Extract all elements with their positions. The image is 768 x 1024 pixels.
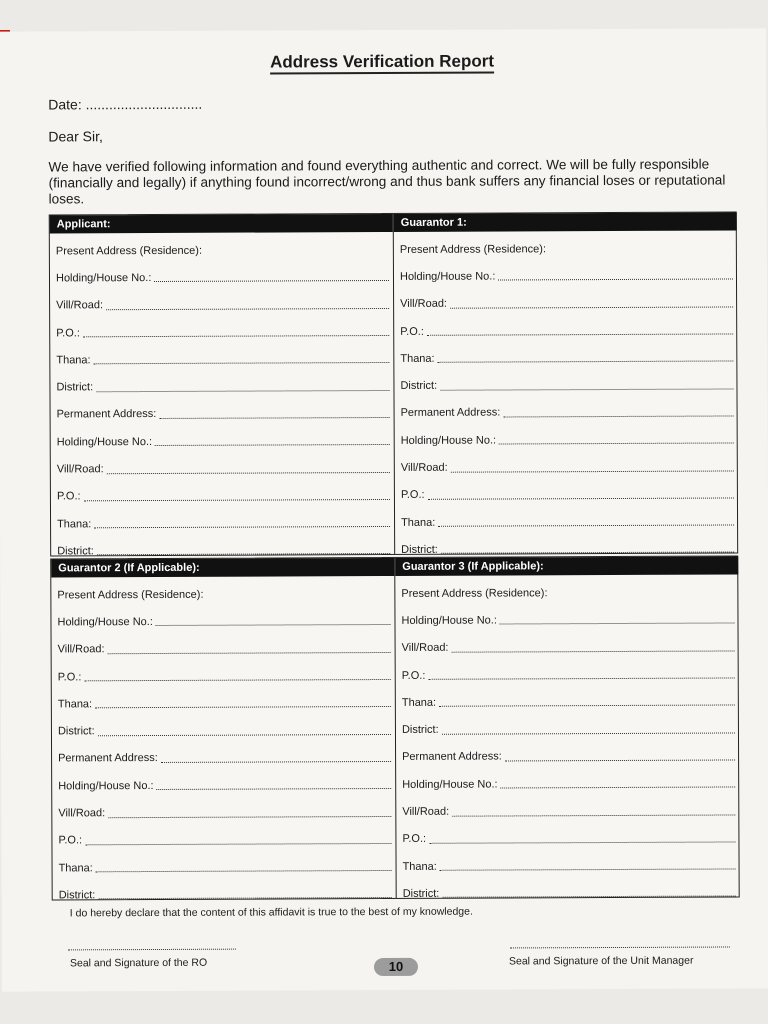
form-field-row [52, 826, 395, 855]
field-label: P.O.: [56, 326, 80, 339]
form-field-row [396, 797, 739, 826]
field-label: District: [400, 379, 438, 393]
field-label: Thana: [402, 860, 437, 873]
field-blank-line [96, 862, 392, 872]
form-field-row [394, 234, 737, 263]
field-blank-line [451, 642, 734, 652]
field-blank-line [98, 889, 391, 899]
field-label: Thana: [56, 354, 91, 367]
ro-signature-label: Seal and Signature of the RO [69, 956, 208, 970]
field-blank-line [94, 518, 390, 528]
form-field-row [396, 715, 739, 744]
field-blank-line [85, 835, 391, 845]
field-blank-line [84, 491, 390, 501]
field-blank-line [450, 298, 733, 308]
form-field-row [394, 316, 737, 345]
field-blank-line [155, 436, 390, 446]
field-label: Thana: [57, 517, 92, 531]
guarantor-3-section [395, 556, 739, 900]
field-blank-line [95, 698, 391, 708]
field-blank-line [94, 354, 390, 364]
form-field-row [394, 371, 737, 400]
field-label: Holding/House No.: [401, 614, 497, 627]
form-field-row [52, 689, 395, 718]
field-blank-line [500, 615, 735, 625]
form-field-row [52, 662, 395, 691]
field-blank-line [108, 807, 391, 817]
field-list [395, 574, 739, 907]
field-blank-line [156, 616, 391, 626]
salutation: Dear Sir, [48, 128, 103, 145]
field-blank-line [505, 751, 735, 761]
field-blank-line [154, 272, 389, 282]
field-blank-line [438, 517, 734, 527]
field-label: P.O.: [56, 490, 81, 503]
field-label: P.O.: [58, 834, 83, 847]
field-blank-line [442, 724, 735, 734]
field-label: P.O.: [57, 670, 82, 683]
field-label: Present Address (Residence): [57, 588, 204, 602]
field-blank-line [438, 353, 734, 363]
field-blank-line [428, 489, 734, 499]
field-blank-line [107, 644, 390, 654]
field-label: Vill/Road: [400, 297, 448, 311]
field-blank-line [157, 780, 392, 790]
form-field-row [51, 400, 394, 429]
field-list [50, 232, 394, 565]
form-field-row [396, 688, 739, 717]
field-blank-line [499, 435, 734, 445]
form-field-row [52, 716, 395, 745]
field-label: Permanent Address: [402, 750, 502, 764]
field-label: Permanent Address: [400, 406, 501, 420]
field-list [394, 230, 738, 563]
form-field-row [396, 851, 739, 880]
form-field-row [396, 742, 739, 771]
form-field-row [395, 398, 738, 427]
page-number: 10 [374, 958, 418, 976]
form-field-row [50, 372, 393, 401]
field-label: Thana: [401, 696, 437, 709]
section-heading: Guarantor 2 (If Applicable): [51, 558, 394, 577]
section-heading: Applicant: [50, 214, 393, 233]
guarantor-2-section [51, 558, 396, 902]
field-label: District: [401, 723, 439, 737]
field-blank-line [107, 463, 390, 473]
form-block-bottom [50, 555, 739, 900]
field-blank-line [440, 861, 736, 871]
form-field-row [50, 236, 393, 265]
field-label: Permanent Address: [58, 752, 158, 765]
form-block-top [49, 211, 738, 556]
field-label: Vill/Road: [56, 299, 104, 312]
field-label: Holding/House No.: [400, 434, 497, 447]
form-field-row [50, 345, 393, 374]
form-field-row [397, 879, 740, 908]
field-blank-line [441, 544, 734, 554]
field-label: Thana: [58, 861, 93, 875]
field-label: Vill/Road: [56, 463, 104, 476]
field-label: Vill/Road: [58, 807, 106, 820]
form-field-row [52, 771, 395, 800]
field-blank-line [161, 753, 391, 763]
form-field-row [395, 426, 738, 455]
field-blank-line [83, 327, 389, 337]
field-blank-line [442, 888, 735, 898]
form-field-row [51, 427, 394, 456]
field-label: Permanent Address: [56, 408, 157, 421]
field-blank-line [451, 462, 734, 472]
form-field-row [52, 853, 395, 882]
form-field-row [396, 824, 739, 853]
form-field-row [52, 635, 395, 664]
field-blank-line [97, 545, 390, 555]
field-label: Vill/Road: [402, 805, 450, 818]
form-field-row [52, 744, 395, 773]
form-field-row [396, 660, 739, 689]
field-blank-line [429, 833, 735, 843]
document-page [0, 28, 768, 991]
manager-signature-line [510, 946, 730, 948]
form-field-row [396, 633, 739, 662]
intro-paragraph: We have verified following information and found everything authentic and correct. We will be fully responsible (financially and legally) if anything found incorrect/wrong and thus bank suffers any financial loses or reputational loses. [48, 156, 726, 207]
date-field: Date: .............................. [48, 95, 203, 113]
field-blank-line [428, 670, 734, 680]
form-field-row [51, 454, 394, 483]
section-heading: Guarantor 1: [394, 212, 737, 231]
field-blank-line [498, 271, 733, 281]
field-label: Vill/Road: [57, 643, 105, 656]
field-blank-line [159, 409, 389, 419]
form-field-row [394, 289, 737, 318]
form-field-row [395, 480, 738, 509]
field-label: Holding/House No.: [399, 270, 496, 283]
section-heading: Guarantor 3 (If Applicable): [395, 556, 738, 575]
form-field-row [50, 318, 393, 347]
field-label: Holding/House No.: [402, 778, 498, 791]
page-title [0, 50, 766, 73]
field-label: Vill/Road: [401, 641, 449, 655]
field-blank-line [427, 326, 733, 336]
form-field-row [394, 344, 737, 373]
field-label: Present Address (Residence): [401, 586, 548, 600]
form-field-row [51, 509, 394, 538]
field-label: P.O.: [401, 669, 426, 682]
form-field-row [51, 607, 394, 636]
field-blank-line [98, 726, 391, 736]
field-list [51, 576, 395, 909]
field-blank-line [439, 697, 735, 707]
form-field-row [396, 770, 739, 799]
declaration-text: I do hereby declare that the content of this affidavit is true to the best of my knowledge. [69, 905, 473, 920]
field-label: District: [401, 543, 438, 556]
form-field-row [50, 263, 393, 292]
field-blank-line [440, 380, 733, 390]
guarantor-1-section [394, 212, 738, 556]
field-label: District: [58, 889, 96, 902]
form-field-row [395, 578, 738, 607]
form-field-row [51, 482, 394, 511]
form-field-row [50, 291, 393, 320]
field-label: P.O.: [400, 489, 425, 502]
field-label: Holding/House No.: [58, 779, 154, 793]
applicant-section [50, 214, 395, 558]
form-field-row [394, 262, 737, 291]
form-field-row [51, 580, 394, 609]
field-blank-line [501, 779, 736, 789]
field-label: Thana: [57, 698, 93, 711]
field-label: Present Address (Residence): [55, 244, 203, 258]
manager-signature-label: Seal and Signature of the Unit Manager [508, 954, 694, 968]
field-label: Holding/House No.: [57, 615, 153, 629]
form-field-row [395, 606, 738, 635]
field-label: P.O.: [402, 833, 427, 846]
field-label: Thana: [401, 516, 436, 529]
title-text: Address Verification Report [270, 52, 494, 75]
field-label: Holding/House No.: [56, 435, 153, 449]
field-label: P.O.: [400, 325, 424, 338]
field-label: Present Address (Residence): [399, 242, 547, 256]
form-field-row [395, 453, 738, 482]
field-label: District: [57, 725, 95, 738]
field-blank-line [84, 671, 390, 681]
form-field-row [53, 880, 396, 909]
ro-signature-line [68, 949, 236, 951]
field-blank-line [503, 407, 733, 417]
field-label: District: [57, 545, 94, 558]
form-field-row [395, 507, 738, 536]
field-label: District: [402, 887, 440, 900]
field-blank-line [452, 806, 735, 816]
field-blank-line [96, 382, 389, 392]
field-label: District: [56, 381, 94, 394]
field-blank-line [106, 300, 389, 310]
field-label: Holding/House No.: [55, 271, 152, 285]
form-field-row [52, 798, 395, 827]
field-label: Thana: [400, 352, 435, 365]
field-label: Vill/Road: [400, 461, 448, 474]
